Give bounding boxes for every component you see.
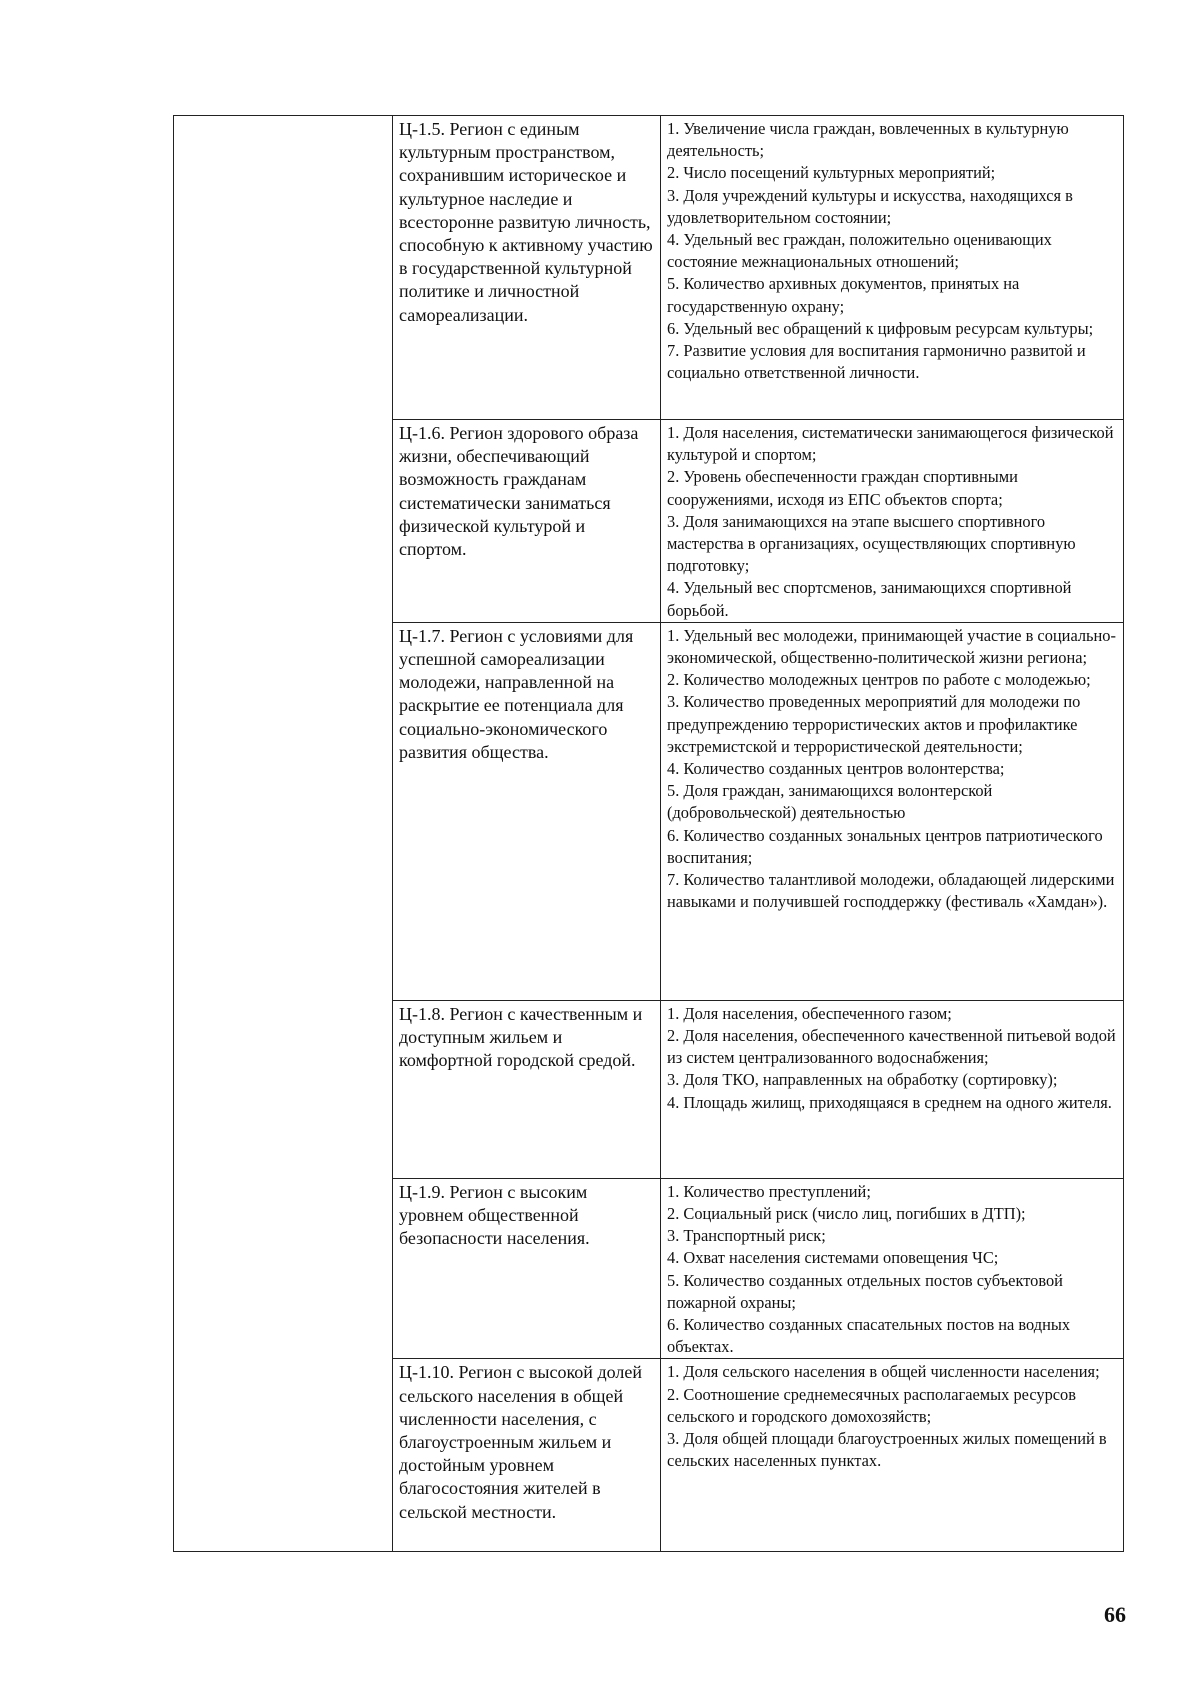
indicator-item: 1. Доля населения, систематически занимающегося физической культурой и спортом; <box>667 423 1114 465</box>
goal-text: Ц-1.7. Регион с условиями для успешной самореализации молодежи, направленной на раскрытие ее потенциала для социально-экономического развития общества. <box>399 625 634 762</box>
indicator-item: 1. Увеличение числа граждан, вовлеченных в культурную деятельность; <box>667 119 1069 161</box>
indicator-item: 5. Количество архивных документов, принятых на государственную охрану; <box>667 274 1020 316</box>
indicator-item: 4. Удельный вес граждан, положительно оценивающих состояние межнациональных отношений; <box>667 230 1052 272</box>
indicator-item: 3. Доля ТКО, направленных на обработку (сортировку); <box>667 1070 1058 1090</box>
indicator-item: 2. Число посещений культурных мероприятий; <box>667 163 996 183</box>
indicator-item: 2. Доля населения, обеспеченного качественной питьевой водой из систем централизованного водоснабжения; <box>667 1026 1116 1068</box>
goal-text: Ц-1.8. Регион с качественным и доступным жильем и комфортной городской средой. <box>399 1003 643 1071</box>
goal-cell <box>393 1359 661 1552</box>
indicator-item: 4. Количество созданных центров волонтерства; <box>667 759 1005 779</box>
goal-text: Ц-1.9. Регион с высоким уровнем общественной безопасности населения. <box>399 1181 590 1249</box>
indicator-item: 3. Количество проведенных мероприятий для молодежи по предупреждению террористических актов и профилактике экстремистской и террористической деятельности; <box>667 692 1081 756</box>
indicators-cell <box>661 622 1124 1000</box>
goals-table <box>173 115 1124 1552</box>
empty-cell <box>174 116 393 1552</box>
indicator-item: 3. Доля занимающихся на этапе высшего спортивного мастерства в организациях, осуществляющих спортивную подготовку; <box>667 511 1076 576</box>
page-number: 66 <box>1104 1602 1126 1627</box>
goal-text: Ц-1.10. Регион с высокой долей сельского населения в общей численности населения, с благоустроенным жильем и достойным уровнем благосостояния жителей в сельской местности. <box>399 1362 642 1522</box>
indicator-item: 6. Количество созданных зональных центров патриотического воспитания; <box>667 825 1103 867</box>
indicator-item: 7. Развитие условия для воспитания гармонично развитой и социально ответственной личности. <box>667 341 1086 383</box>
indicator-item: 2. Уровень обеспеченности граждан спортивными сооружениями, исходя из ЕПС объектов спорта; <box>667 467 1018 509</box>
goals-table-body <box>174 116 1124 1552</box>
indicator-item: 2. Социальный риск (число лиц, погибших в ДТП); <box>667 1204 1026 1224</box>
indicator-item: 1. Доля населения, обеспеченного газом; <box>667 1003 952 1023</box>
indicators-cell <box>661 1359 1124 1552</box>
indicator-item: 6. Удельный вес обращений к цифровым ресурсам культуры; <box>667 318 1094 338</box>
indicator-item: 5. Количество созданных отдельных постов субъектовой пожарной охраны; <box>667 1270 1063 1312</box>
indicator-item: 7. Количество талантливой молодежи, обладающей лидерскими навыками и получившей господдержку (фестиваль «Хамдан»). <box>667 870 1115 912</box>
indicator-item: 3. Транспортный риск; <box>667 1226 826 1246</box>
indicator-item: 1. Количество преступлений; <box>667 1181 871 1201</box>
indicator-item: 4. Охват населения системами оповещения ЧС; <box>667 1248 999 1268</box>
table-row <box>174 116 1124 420</box>
indicator-item: 3. Доля учреждений культуры и искусства, находящихся в удовлетворительном состоянии; <box>667 185 1073 227</box>
goal-cell <box>393 622 661 1000</box>
goal-text: Ц-1.5. Регион с единым культурным пространством, сохранившим историческое и культурное наследие и всесторонне развитую личность, способную к активному участию в государственной культурной политике и личностной самореализации. <box>399 119 653 325</box>
indicator-item: 5. Доля граждан, занимающихся волонтерской (добровольческой) деятельностью <box>667 781 993 823</box>
indicators-cell <box>661 1000 1124 1178</box>
goal-text: Ц-1.6. Регион здорового образа жизни, обеспечивающий возможность гражданам систематически заниматься физической культурой и спортом. <box>399 423 639 560</box>
indicators-cell <box>661 420 1124 623</box>
goal-cell <box>393 1000 661 1178</box>
indicator-item: 3. Доля общей площади благоустроенных жилых помещений в сельских населенных пунктах. <box>667 1429 1107 1471</box>
indicator-item: 6. Количество созданных спасательных постов на водных объектах. <box>667 1315 1071 1357</box>
goal-cell <box>393 1178 661 1359</box>
indicators-cell <box>661 116 1124 420</box>
goal-cell <box>393 420 661 623</box>
goal-cell <box>393 116 661 420</box>
indicator-item: 4. Удельный вес спортсменов, занимающихся спортивной борьбой. <box>667 578 1072 620</box>
indicator-item: 1. Доля сельского населения в общей численности населения; <box>667 1362 1100 1382</box>
indicator-item: 2. Соотношение среднемесячных располагаемых ресурсов сельского и городского домохозяйств; <box>667 1384 1076 1426</box>
indicator-item: 4. Площадь жилищ, приходящаяся в среднем на одного жителя. <box>667 1092 1112 1112</box>
indicator-item: 2. Количество молодежных центров по работе с молодежью; <box>667 670 1091 690</box>
indicator-item: 1. Удельный вес молодежи, принимающей участие в социально-экономической, общественно-политической жизни региона; <box>667 625 1116 668</box>
indicators-cell <box>661 1178 1124 1359</box>
